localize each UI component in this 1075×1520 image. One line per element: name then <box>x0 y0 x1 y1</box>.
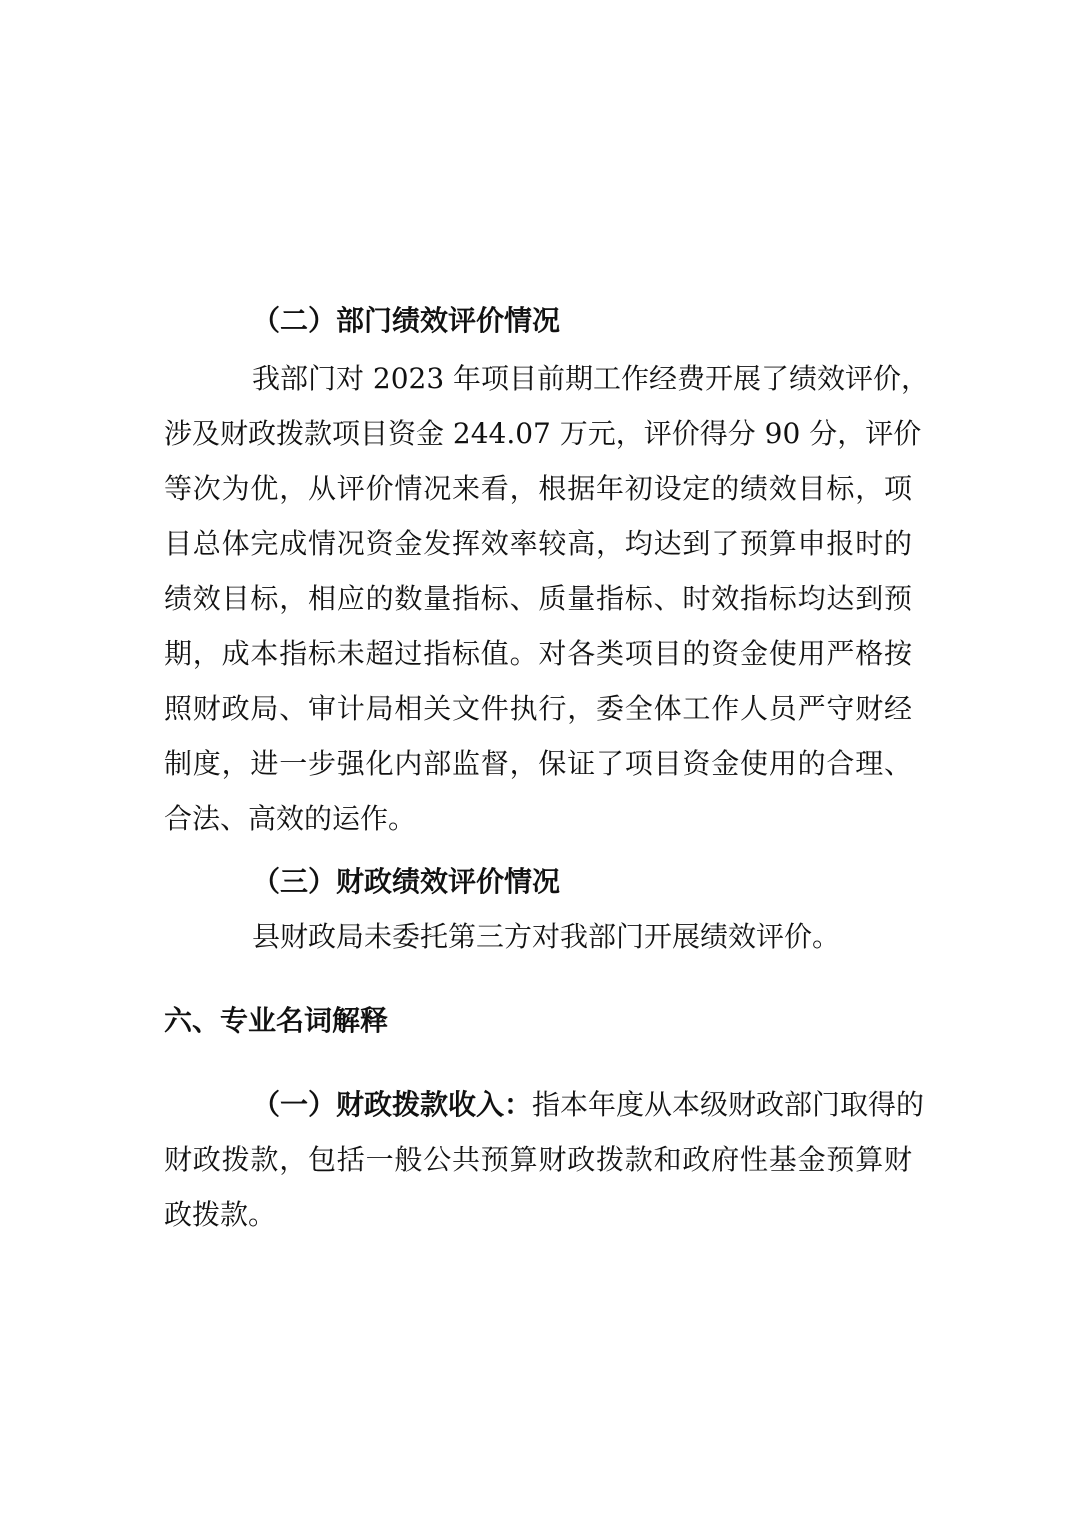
paragraph-line: 等次为优，从评价情况来看，根据年初设定的绩效目标，项 <box>164 472 912 505</box>
paragraph-line: 合法、高效的运作。 <box>164 802 417 835</box>
term-text: 指本年度从本级财政部门取得的 <box>532 1088 925 1121</box>
paragraph-line: 涉及财政拨款项目资金 244.07 万元，评价得分 90 分，评价 <box>164 417 922 450</box>
paragraph-line: 期，成本指标未超过指标值。对各类项目的资金使用严格按 <box>164 637 912 670</box>
paragraph-line: 制度，进一步强化内部监督，保证了项目资金使用的合理、 <box>164 747 912 780</box>
section-heading-finance-evaluation: （三）财政绩效评价情况 <box>252 865 561 898</box>
paragraph-line: 目总体完成情况资金发挥效率较高，均达到了预算申报时的 <box>164 527 912 560</box>
paragraph-line: 照财政局、审计局相关文件执行，委全体工作人员严守财经 <box>164 692 912 725</box>
section-heading-dept-evaluation: （二）部门绩效评价情况 <box>252 304 561 337</box>
term-definition-first-line <box>252 1085 925 1125</box>
paragraph-line: 我部门对 2023 年项目前期工作经费开展了绩效评价， <box>252 362 930 395</box>
paragraph-line: 县财政局未委托第三方对我部门开展绩效评价。 <box>252 920 841 953</box>
paragraph-line: 财政拨款，包括一般公共预算财政拨款和政府性基金预算财 <box>164 1143 912 1176</box>
chapter-heading-terms: 六、专业名词解释 <box>164 1004 389 1037</box>
paragraph-line: 政拨款。 <box>164 1198 277 1231</box>
term-label: （一）财政拨款收入： <box>252 1088 533 1121</box>
paragraph-line: 绩效目标，相应的数量指标、质量指标、时效指标均达到预 <box>164 582 912 615</box>
document-page <box>164 0 930 1520</box>
